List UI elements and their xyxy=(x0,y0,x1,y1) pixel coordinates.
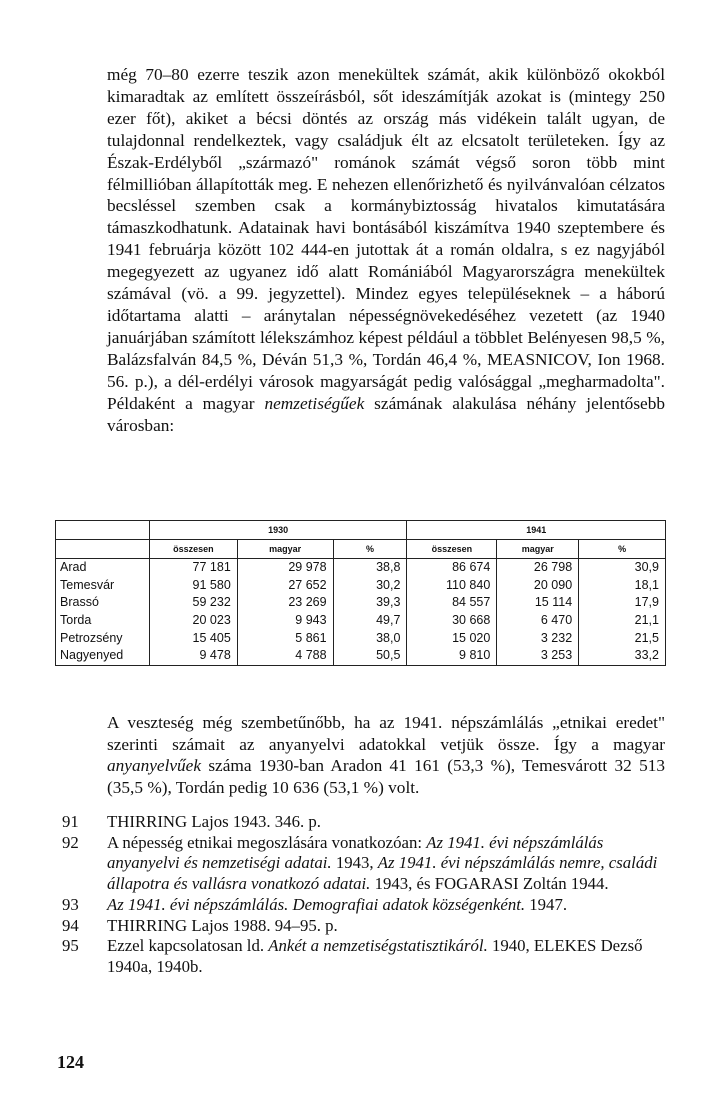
value-cell: 23 269 xyxy=(237,594,333,612)
value-cell: 6 470 xyxy=(497,612,579,630)
table-row xyxy=(56,647,666,665)
footnote-text xyxy=(107,812,665,833)
footnote-text xyxy=(107,936,665,977)
page-number: 124 xyxy=(57,1052,84,1072)
footnote-number: 95 xyxy=(62,936,79,956)
footnote-number: 92 xyxy=(62,832,79,852)
footnote-plain: 1947. xyxy=(525,894,568,914)
value-cell: 15 114 xyxy=(497,594,579,612)
value-cell: 38,8 xyxy=(333,559,407,577)
value-cell: 50,5 xyxy=(333,647,407,665)
footnote-plain: Ezzel kapcsolatosan ld. xyxy=(107,936,269,956)
value-cell: 30,9 xyxy=(634,560,659,575)
value-cell: 59 232 xyxy=(149,594,237,612)
value-cell: 49,7 xyxy=(333,612,407,630)
footnote-number: 93 xyxy=(62,894,79,914)
subheader: összesen xyxy=(407,540,497,559)
value-cell: 21,5 xyxy=(634,630,659,645)
paragraph-italic-text: anyanyelvűek xyxy=(107,756,202,776)
table-row xyxy=(56,612,666,630)
value-cell: 9 478 xyxy=(149,647,237,665)
footnote-plain: 1943, és FOGARASI Zoltán 1944. xyxy=(370,874,609,894)
footnote-italic: Az 1941. évi népszámlálás. Demografiai adatok községenként. xyxy=(107,894,526,914)
subheader: % xyxy=(333,540,407,559)
value-cell: 21,1 xyxy=(634,613,659,628)
footnote-plain: THIRRING Lajos 1988. 94–95. p. xyxy=(107,915,338,935)
table-row xyxy=(56,594,666,612)
paragraph-text: még 70–80 ezerre teszik azon menekültek számát, akik különböző okokból kimaradtak az említett összeírásból, sőt ideszámítják azokat is (mintegy 250 ezer főt), akiket a bécsi döntés az ország más vidékein talált ugyan, de tulajdonnal rendelkeztek, vagy családjuk élt az elcsatolt területeken. Így az Észak-Erdélyből „származó" románok számát végső soron több mint félmillióban állapították meg. E nehezen ellenőrizhető és nyilvánvalóan célzatos becsléssel szemben csak a kormánybiztosság hivatalos kimutatására támaszkodhatunk. Adatainak havi bontásából kiszámítva 1940 szeptembere és 1941 februárja között 102 444-en jutottak át a román oldalra, s ez nagyjából megegyezett az ugyanez idő alatt Romániából Magyarországra menekültek számával (vö. a 99. jegyzettel). Mindez egyes településeknek – a háború időtartama alatti – aránytalan népességnövekedéséhez vezetett (az 1940 januárjában számított lélekszámhoz képest például a többlet Belényesen 98,5 %, Balázsfalván 84,5 %, Déván 51,3 %, Tordán 46,4 %, MEASNICOV, Ion 1968. 56. p.), a dél-erdélyi városok magyarságát pedig valósággal „megharmadolta". Példaként a magyar xyxy=(107,65,665,413)
body-paragraph-2 xyxy=(107,712,665,798)
year-header-1941: 1941 xyxy=(407,521,666,540)
footnote-plain: 1943, xyxy=(331,853,378,873)
population-table-wrapper xyxy=(55,520,666,666)
subheader: % xyxy=(579,540,666,559)
body-paragraph xyxy=(107,64,665,436)
footnote-text xyxy=(107,895,665,916)
value-cell: 33,2 xyxy=(634,648,659,663)
value-cell: 39,3 xyxy=(333,594,407,612)
paragraph-text-end: száma 1930-ban Aradon 41 161 (53,3 %), Temesvárott 32 513 (35,5 %), Tordán pedig 10 636 (53,1 %) volt. xyxy=(107,756,665,797)
value-cell: 9 810 xyxy=(407,647,497,665)
footnote-italic: Az 1941. évi népszámlálás anyanyelvi és nemzetiségi adatai. xyxy=(107,832,604,873)
subheader: magyar xyxy=(237,540,333,559)
corner-cell-2 xyxy=(56,540,150,559)
value-cell: 91 580 xyxy=(149,577,237,595)
value-cell: 4 788 xyxy=(237,647,333,665)
subheader: magyar xyxy=(497,540,579,559)
footnote xyxy=(62,895,665,916)
footnote-plain: A népesség etnikai megoszlására vonatkozóan: xyxy=(107,832,427,852)
year-header-1930: 1930 xyxy=(149,521,407,540)
value-cell: 38,0 xyxy=(333,629,407,647)
population-table xyxy=(55,520,666,666)
value-cell: 77 181 xyxy=(149,559,237,577)
value-cell: 15 020 xyxy=(407,629,497,647)
value-cell: 30 668 xyxy=(407,612,497,630)
paragraph-text-end: számának alakulása néhány jelentősebb városban: xyxy=(107,393,665,435)
table-row xyxy=(56,629,666,647)
value-cell: 30,2 xyxy=(333,577,407,595)
footnote xyxy=(62,916,665,937)
value-cell: 3 232 xyxy=(497,629,579,647)
footnote-number: 91 xyxy=(62,812,79,831)
value-cell: 20 023 xyxy=(149,612,237,630)
footnote-text xyxy=(107,833,665,895)
paragraph-text: A veszteség még szembetűnőbb, ha az 1941. népszámlálás „etnikai eredet" szerinti számait az anyanyelvi adatokkal vetjük össze. Így a magyar xyxy=(107,713,665,754)
city-cell: Torda xyxy=(56,612,150,630)
footnotes-list xyxy=(62,812,665,978)
value-cell: 110 840 xyxy=(407,577,497,595)
value-cell: 5 861 xyxy=(237,629,333,647)
footnote xyxy=(62,833,665,895)
city-cell: Brassó xyxy=(56,594,150,612)
value-cell: 20 090 xyxy=(497,577,579,595)
city-cell: Temesvár xyxy=(56,577,150,595)
city-cell: Arad xyxy=(56,559,150,577)
paragraph-italic-text: nemzetiségűek xyxy=(264,393,365,413)
value-cell: 9 943 xyxy=(237,612,333,630)
corner-cell xyxy=(56,521,150,540)
value-cell: 17,9 xyxy=(634,595,659,610)
value-cell: 26 798 xyxy=(497,559,579,577)
footnote-italic: Ankét a nemzetiségstatisztikáról. xyxy=(268,936,488,956)
value-cell: 29 978 xyxy=(237,559,333,577)
value-cell: 3 253 xyxy=(497,647,579,665)
subheader: összesen xyxy=(149,540,237,559)
footnote-italic: Az 1941. évi népszámlálás nemre, családi állapotra és vallásra vonatkozó adatai. xyxy=(107,853,658,894)
value-cell: 84 557 xyxy=(407,594,497,612)
table-row xyxy=(56,559,666,577)
value-cell: 27 652 xyxy=(237,577,333,595)
city-cell: Nagyenyed xyxy=(56,647,150,665)
footnote-plain: 1940, ELEKES Dezső 1940a, 1940b. xyxy=(107,936,643,976)
value-cell: 18,1 xyxy=(634,577,659,592)
footnote xyxy=(62,812,665,833)
footnote-plain: THIRRING Lajos 1943. 346. p. xyxy=(107,812,321,831)
table-row xyxy=(56,577,666,595)
footnote-number: 94 xyxy=(62,915,79,935)
footnote-text xyxy=(107,916,665,937)
city-cell: Petrozsény xyxy=(56,629,150,647)
value-cell: 15 405 xyxy=(149,629,237,647)
value-cell: 86 674 xyxy=(407,559,497,577)
footnote xyxy=(62,936,665,977)
